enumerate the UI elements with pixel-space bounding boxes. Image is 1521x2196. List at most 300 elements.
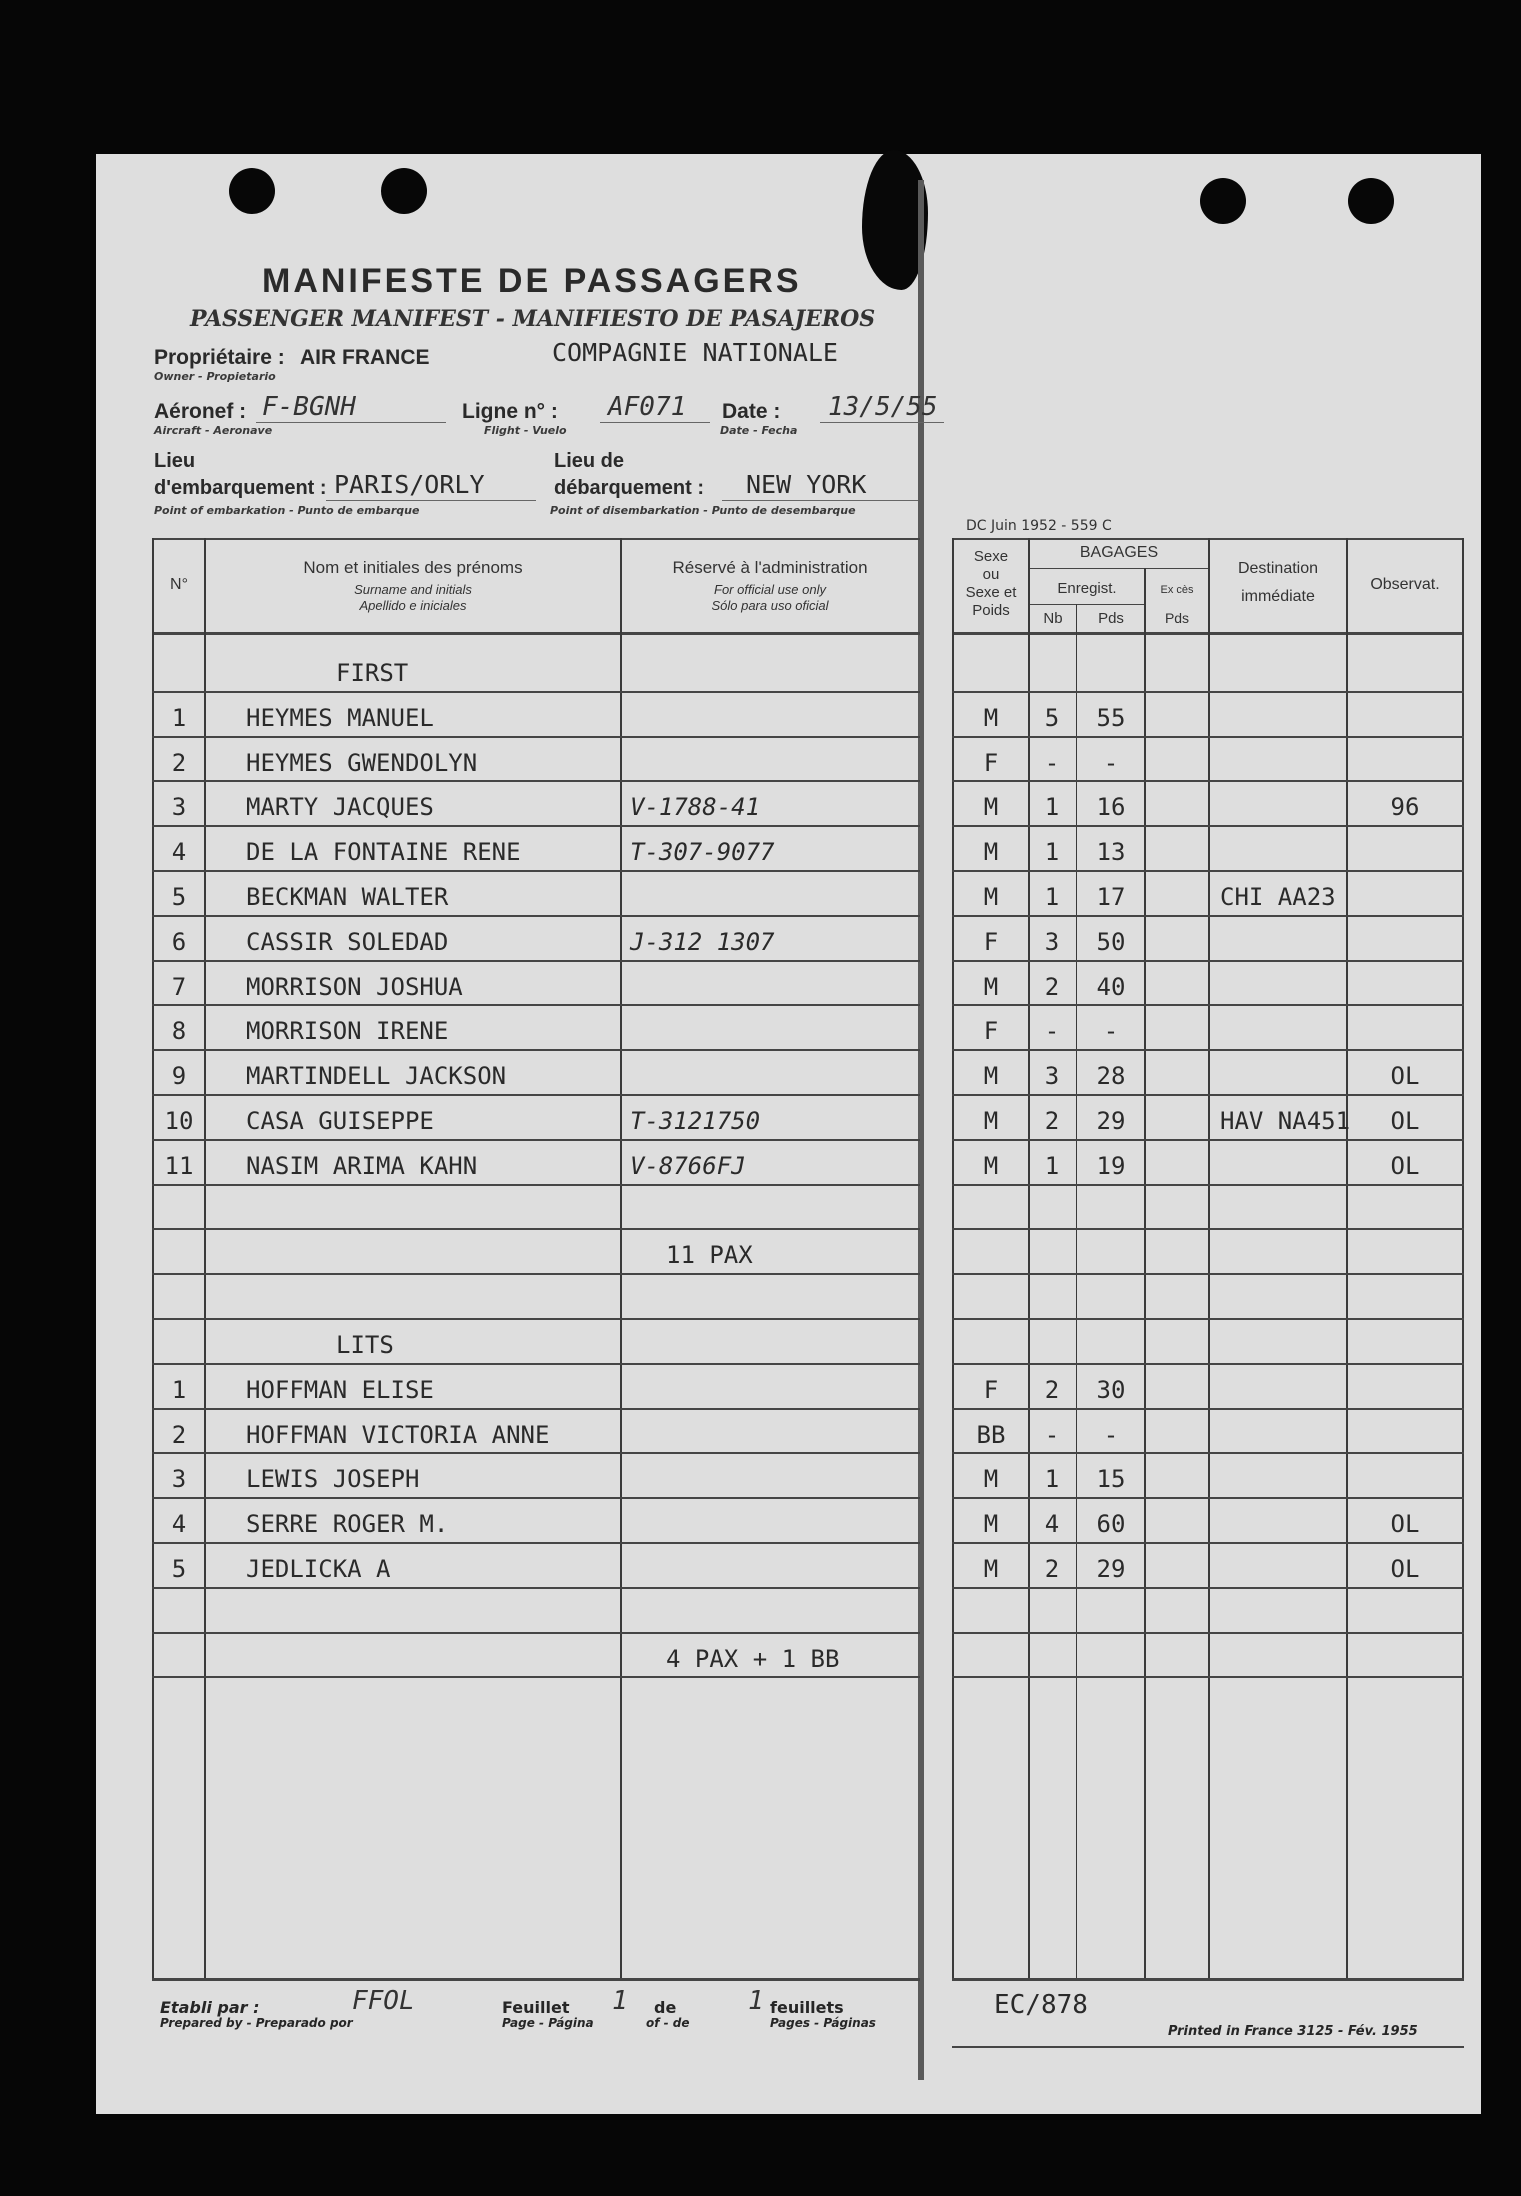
cell-admin xyxy=(630,1053,916,1097)
cell-no: 1 xyxy=(171,1375,187,1404)
cell-obs xyxy=(1350,1008,1460,1052)
cell-admin xyxy=(630,964,916,1008)
cell-nb: 1 xyxy=(1044,1151,1060,1180)
page-label: Feuillet xyxy=(502,1998,570,2017)
row-rule xyxy=(152,1049,920,1051)
cell-obs xyxy=(1350,1367,1460,1411)
cell-no xyxy=(156,650,202,694)
cell-sex xyxy=(956,1277,1026,1321)
cell-sex: M xyxy=(983,883,999,911)
cell-name: SERRE ROGER M. xyxy=(246,1510,449,1539)
table-row xyxy=(0,1098,1521,1142)
cell-dest: HAV NA451 xyxy=(1220,1107,1351,1135)
table-row xyxy=(0,650,1521,694)
cell-sex: M xyxy=(983,1465,999,1494)
table-row xyxy=(0,784,1521,828)
row-rule xyxy=(152,1408,920,1410)
header-dest-1: Destination xyxy=(1237,560,1319,577)
cell-sex xyxy=(956,1591,1026,1635)
row-rule xyxy=(152,1632,920,1634)
cell-obs xyxy=(1350,695,1460,739)
cell-pds xyxy=(1080,650,1142,694)
cell-pds xyxy=(1080,1636,1142,1680)
cell-no: 4 xyxy=(171,838,187,867)
cell-no: 8 xyxy=(171,1017,187,1046)
cell-pds: 17 xyxy=(1096,883,1126,911)
row-rule xyxy=(152,1542,920,1544)
cell-obs xyxy=(1350,1591,1460,1635)
cell-sex: M xyxy=(983,972,999,1001)
cell-admin: V-1788-41 xyxy=(630,793,761,822)
cell-name: HEYMES MANUEL xyxy=(246,703,434,732)
cell-pds: 28 xyxy=(1096,1062,1126,1091)
cell-admin xyxy=(630,1636,916,1680)
header-nb: Nb xyxy=(1043,610,1063,627)
cell-name: HOFFMAN ELISE xyxy=(246,1375,434,1404)
cell-obs xyxy=(1350,964,1460,1008)
row-rule xyxy=(952,1139,1464,1141)
cell-name: DE LA FONTAINE RENE xyxy=(246,838,521,867)
page-sublabel: Page - Página xyxy=(502,2016,594,2030)
deb-label-2: débarquement : xyxy=(554,477,705,499)
table-row xyxy=(0,1143,1521,1187)
cell-admin xyxy=(630,650,916,694)
cell-pds: 60 xyxy=(1096,1510,1126,1539)
owner-typed: COMPAGNIE NATIONALE xyxy=(552,338,838,367)
row-rule xyxy=(952,1497,1464,1499)
cell-name xyxy=(246,1188,616,1232)
owner-sublabel: Owner - Propietario xyxy=(154,370,276,383)
cell-sex xyxy=(956,1636,1026,1680)
cell-nb: 4 xyxy=(1044,1510,1060,1539)
printed-in: Printed in France 3125 - Fév. 1955 xyxy=(1168,2024,1418,2039)
header-observ: Observat. xyxy=(1370,576,1440,593)
cell-name: MARTY JACQUES xyxy=(246,793,434,822)
table-row xyxy=(0,1367,1521,1411)
cell-pds: 50 xyxy=(1096,927,1126,956)
cell-sex xyxy=(956,650,1026,694)
row-rule xyxy=(952,1587,1464,1589)
cell-dest xyxy=(1220,650,1346,694)
cell-no: 3 xyxy=(171,1465,187,1494)
cell-nb: - xyxy=(1044,1420,1060,1449)
cell-nb xyxy=(1030,650,1074,694)
cell-nb xyxy=(1030,1591,1074,1635)
cell-nb xyxy=(1030,1188,1074,1232)
cell-no xyxy=(156,1636,202,1680)
cell-dest xyxy=(1220,1188,1346,1232)
cell-admin xyxy=(630,874,916,918)
header-admin-1: Réservé à l'administration xyxy=(672,558,868,577)
cell-no xyxy=(156,1277,202,1321)
form-subtitle: PASSENGER MANIFEST - MANIFIESTO DE PASAJEROS xyxy=(190,306,876,332)
owner-label: Propriétaire : xyxy=(154,346,285,369)
cell-no: 7 xyxy=(171,972,187,1001)
prepared-value: FFOL xyxy=(352,1986,415,2016)
cell-dest xyxy=(1220,1456,1346,1500)
flight-value: AF071 xyxy=(608,392,687,422)
cell-obs xyxy=(1350,1636,1460,1680)
cell-pds xyxy=(1080,1322,1142,1366)
row-rule xyxy=(152,1228,920,1230)
cell-nb xyxy=(1030,1322,1074,1366)
table-row xyxy=(0,1277,1521,1321)
cell-pds: 29 xyxy=(1096,1107,1126,1135)
cell-dest xyxy=(1220,1143,1346,1187)
cell-name: HEYMES GWENDOLYN xyxy=(246,748,478,777)
row-rule xyxy=(152,1452,920,1454)
row-rule xyxy=(952,1676,1464,1678)
of-label: de xyxy=(654,1998,677,2017)
prepared-label: Etabli par : xyxy=(160,1998,260,2017)
cell-dest xyxy=(1220,1591,1346,1635)
row-rule xyxy=(152,1184,920,1186)
form-code: DC Juin 1952 - 559 C xyxy=(966,518,1112,534)
cell-admin xyxy=(630,1232,916,1276)
row-rule xyxy=(152,1587,920,1589)
cell-sex: BB xyxy=(976,1420,1006,1449)
row-rule xyxy=(152,1273,920,1275)
cell-dest xyxy=(1220,1277,1346,1321)
cell-nb: 3 xyxy=(1044,1062,1060,1091)
cell-sex: F xyxy=(983,1375,999,1404)
row-rule xyxy=(952,915,1464,917)
cell-admin xyxy=(630,695,916,739)
total-value: 1 xyxy=(748,1986,764,2016)
cell-name: CASSIR SOLEDAD xyxy=(246,927,449,956)
cell-admin xyxy=(630,1501,916,1545)
cell-obs: OL xyxy=(1390,1555,1420,1583)
punch-hole xyxy=(229,168,275,214)
cell-sex: M xyxy=(983,1510,999,1539)
row-rule xyxy=(952,736,1464,738)
cell-obs xyxy=(1350,650,1460,694)
cell-no: 10 xyxy=(164,1107,194,1135)
row-rule xyxy=(952,1004,1464,1006)
cell-no: 6 xyxy=(171,927,187,956)
cell-pds: 19 xyxy=(1096,1151,1126,1180)
cell-name: LEWIS JOSEPH xyxy=(246,1465,420,1494)
cell-pds: 40 xyxy=(1096,972,1126,1001)
cell-sex xyxy=(956,1232,1026,1276)
cell-dest xyxy=(1220,1053,1346,1097)
cell-admin xyxy=(630,1277,916,1321)
row-rule xyxy=(952,1184,1464,1186)
header-name-2: Surname and initials xyxy=(354,582,472,597)
cell-name: 11 PAX xyxy=(666,1241,753,1270)
cell-dest xyxy=(1220,964,1346,1008)
cell-dest xyxy=(1220,1636,1346,1680)
aircraft-label: Aéronef : xyxy=(154,400,247,423)
cell-dest xyxy=(1220,695,1346,739)
cell-obs: OL xyxy=(1390,1107,1420,1135)
header-admin-2: For official use only xyxy=(714,582,826,597)
row-rule xyxy=(152,691,920,693)
cell-no: 9 xyxy=(171,1062,187,1091)
cell-name: LITS xyxy=(336,1331,394,1359)
cell-name: NASIM ARIMA KAHN xyxy=(246,1151,478,1180)
cell-obs xyxy=(1350,919,1460,963)
reference-number: EC/878 xyxy=(994,1990,1088,2020)
cell-nb xyxy=(1030,1232,1074,1276)
cell-admin: T-3121750 xyxy=(630,1107,761,1135)
header-sex-3: Sexe et xyxy=(965,584,1017,601)
cell-sex: M xyxy=(983,1062,999,1091)
cell-pds: 15 xyxy=(1096,1465,1126,1494)
row-rule xyxy=(152,1363,920,1365)
cell-obs xyxy=(1350,874,1460,918)
cell-name: MARTINDELL JACKSON xyxy=(246,1062,507,1091)
table-row xyxy=(0,874,1521,918)
table-row xyxy=(0,1412,1521,1456)
cell-sex: M xyxy=(983,1555,999,1583)
cell-dest: CHI AA23 xyxy=(1220,883,1336,911)
owner-printed: AIR FRANCE xyxy=(300,346,430,369)
cell-dest xyxy=(1220,1546,1346,1590)
cell-obs xyxy=(1350,1412,1460,1456)
cell-sex: F xyxy=(983,927,999,956)
aircraft-value: F-BGNH xyxy=(262,392,356,422)
table-row xyxy=(0,740,1521,784)
cell-pds: 29 xyxy=(1096,1555,1126,1583)
cell-pds: - xyxy=(1103,1017,1119,1046)
cell-sex: M xyxy=(983,838,999,867)
cell-admin: V-8766FJ xyxy=(630,1151,746,1180)
header-bagages: BAGAGES xyxy=(1079,544,1159,561)
date-label: Date : xyxy=(722,400,781,423)
cell-obs xyxy=(1350,1277,1460,1321)
row-rule xyxy=(152,1676,920,1678)
row-rule xyxy=(952,1318,1464,1320)
cell-obs xyxy=(1350,829,1460,873)
cell-nb: 1 xyxy=(1044,1465,1060,1494)
cell-pds: 55 xyxy=(1096,703,1126,732)
cell-no xyxy=(156,1188,202,1232)
sheets-sublabel: Pages - Páginas xyxy=(770,2016,876,2030)
cell-obs: OL xyxy=(1390,1062,1420,1091)
row-rule xyxy=(952,1273,1464,1275)
emb-label-2: d'embarquement : xyxy=(154,477,327,499)
punch-hole xyxy=(381,168,427,214)
cell-no: 1 xyxy=(171,703,187,732)
table-row xyxy=(0,1188,1521,1232)
header-sex-2: ou xyxy=(982,566,1000,583)
cell-name: CASA GUISEPPE xyxy=(246,1107,434,1135)
cell-pds xyxy=(1080,1232,1142,1276)
row-rule xyxy=(952,870,1464,872)
cell-nb: 1 xyxy=(1044,883,1060,911)
table-row xyxy=(0,1053,1521,1097)
row-rule xyxy=(152,1094,920,1096)
table-row xyxy=(0,829,1521,873)
cell-dest xyxy=(1220,1322,1346,1366)
cell-no: 2 xyxy=(171,1420,187,1449)
table-row xyxy=(0,1008,1521,1052)
header-dest-2: immédiate xyxy=(1241,588,1315,605)
cell-pds xyxy=(1080,1277,1142,1321)
cell-admin xyxy=(630,1367,916,1411)
table-row xyxy=(0,1501,1521,1545)
row-rule xyxy=(152,1004,920,1006)
cell-dest xyxy=(1220,784,1346,828)
cell-nb: 5 xyxy=(1044,703,1060,732)
cell-nb xyxy=(1030,1277,1074,1321)
row-rule xyxy=(952,1408,1464,1410)
aircraft-sublabel: Aircraft - Aeronave xyxy=(154,424,273,437)
cell-pds: 16 xyxy=(1096,793,1126,822)
row-rule xyxy=(952,780,1464,782)
cell-name: FIRST xyxy=(336,659,409,687)
cell-admin xyxy=(630,740,916,784)
date-value: 13/5/55 xyxy=(828,392,938,422)
cell-sex: F xyxy=(983,1017,999,1046)
cell-pds: - xyxy=(1103,1420,1119,1449)
cell-name: 4 PAX + 1 BB xyxy=(666,1644,840,1673)
cell-name xyxy=(246,1277,616,1321)
cell-nb: 2 xyxy=(1044,1107,1060,1135)
cell-nb: 1 xyxy=(1044,793,1060,822)
cell-name: HOFFMAN VICTORIA ANNE xyxy=(246,1420,550,1449)
punch-hole xyxy=(1348,178,1394,224)
row-rule xyxy=(952,825,1464,827)
row-rule xyxy=(152,1318,920,1320)
cell-dest xyxy=(1220,1501,1346,1545)
cell-admin: T-307-9077 xyxy=(630,838,775,867)
cell-name: MORRISON JOSHUA xyxy=(246,972,463,1001)
row-rule xyxy=(152,915,920,917)
cell-sex: M xyxy=(983,1151,999,1180)
cell-obs: 96 xyxy=(1390,793,1420,822)
table-row xyxy=(0,964,1521,1008)
sheets-label: feuillets xyxy=(770,1998,844,2017)
flight-label: Ligne n° : xyxy=(462,400,558,423)
cell-sex: M xyxy=(983,703,999,732)
cell-obs xyxy=(1350,1188,1460,1232)
emb-value: PARIS/ORLY xyxy=(334,470,485,499)
cell-name: MORRISON IRENE xyxy=(246,1017,449,1046)
cell-dest xyxy=(1220,1412,1346,1456)
deb-sublabel: Point of disembarkation - Punto de desembarque xyxy=(550,504,856,517)
punch-hole xyxy=(1200,178,1246,224)
cell-admin xyxy=(630,1188,916,1232)
cell-nb: - xyxy=(1044,1017,1060,1046)
table-row xyxy=(0,695,1521,739)
cell-dest xyxy=(1220,1367,1346,1411)
table-row xyxy=(0,919,1521,963)
cell-admin xyxy=(630,1412,916,1456)
of-sublabel: of - de xyxy=(646,2016,690,2030)
table-row xyxy=(0,1591,1521,1635)
cell-no xyxy=(156,1591,202,1635)
cell-dest xyxy=(1220,1232,1346,1276)
row-rule xyxy=(952,960,1464,962)
row-rule xyxy=(952,1049,1464,1051)
cell-admin xyxy=(630,1322,916,1366)
cell-pds xyxy=(1080,1188,1142,1232)
row-rule xyxy=(952,691,1464,693)
page-value: 1 xyxy=(612,1986,628,2016)
cell-no xyxy=(156,1322,202,1366)
header-name-3: Apellido e iniciales xyxy=(359,598,467,613)
row-rule xyxy=(152,1139,920,1141)
cell-no: 2 xyxy=(171,748,187,777)
row-rule xyxy=(952,1228,1464,1230)
header-excess-pds: Pds xyxy=(1164,610,1190,626)
cell-sex: M xyxy=(983,793,999,822)
cell-obs xyxy=(1350,1456,1460,1500)
cell-nb xyxy=(1030,1636,1074,1680)
deb-value: NEW YORK xyxy=(746,470,867,499)
cell-name: BECKMAN WALTER xyxy=(246,883,449,911)
row-rule xyxy=(152,960,920,962)
cell-obs: OL xyxy=(1390,1510,1420,1539)
cell-no: 5 xyxy=(171,883,187,911)
cell-no xyxy=(156,1232,202,1276)
header-sex-4: Poids xyxy=(972,602,1010,619)
row-rule xyxy=(952,1542,1464,1544)
table-row xyxy=(0,1232,1521,1276)
cell-nb: 2 xyxy=(1044,1375,1060,1404)
row-rule xyxy=(152,870,920,872)
date-sublabel: Date - Fecha xyxy=(720,424,798,437)
cell-obs xyxy=(1350,740,1460,784)
cell-no: 4 xyxy=(171,1510,187,1539)
cell-sex xyxy=(956,1188,1026,1232)
header-excess: Ex cès xyxy=(1160,584,1194,596)
header-no: N° xyxy=(170,576,188,593)
cell-dest xyxy=(1220,919,1346,963)
prepared-sublabel: Prepared by - Preparado por xyxy=(160,2016,353,2030)
cell-pds: - xyxy=(1103,748,1119,777)
cell-no: 3 xyxy=(171,793,187,822)
cell-nb: 1 xyxy=(1044,838,1060,867)
cell-pds xyxy=(1080,1591,1142,1635)
header-name-1: Nom et initiales des prénoms xyxy=(303,558,523,577)
cell-dest xyxy=(1220,829,1346,873)
deb-label-1: Lieu de xyxy=(554,450,625,472)
emb-sublabel: Point of embarkation - Punto de embarque xyxy=(154,504,420,517)
cell-obs xyxy=(1350,1232,1460,1276)
flight-sublabel: Flight - Vuelo xyxy=(484,424,567,437)
cell-name: JEDLICKA A xyxy=(246,1555,391,1583)
row-rule xyxy=(152,736,920,738)
row-rule xyxy=(152,1497,920,1499)
row-rule xyxy=(152,780,920,782)
header-pds: Pds xyxy=(1098,610,1124,627)
cell-nb: 3 xyxy=(1044,927,1060,956)
header-admin-3: Sólo para uso oficial xyxy=(711,598,829,613)
cell-pds: 30 xyxy=(1096,1375,1126,1404)
cell-sex: M xyxy=(983,1107,999,1135)
table-row xyxy=(0,1546,1521,1590)
cell-nb: 2 xyxy=(1044,1555,1060,1583)
cell-no: 5 xyxy=(171,1555,187,1583)
emb-label-1: Lieu xyxy=(154,450,196,472)
table-row xyxy=(0,1322,1521,1366)
cell-nb: - xyxy=(1044,748,1060,777)
header-sex-1: Sexe xyxy=(973,548,1009,565)
cell-admin: J-312 1307 xyxy=(630,927,775,956)
cell-admin xyxy=(630,1456,916,1500)
row-rule xyxy=(952,1363,1464,1365)
row-rule xyxy=(952,1094,1464,1096)
cell-admin xyxy=(630,1008,916,1052)
cell-obs: OL xyxy=(1390,1151,1420,1180)
cell-nb: 2 xyxy=(1044,972,1060,1001)
cell-admin xyxy=(630,1591,916,1635)
row-rule xyxy=(952,1452,1464,1454)
table-row xyxy=(0,1636,1521,1680)
